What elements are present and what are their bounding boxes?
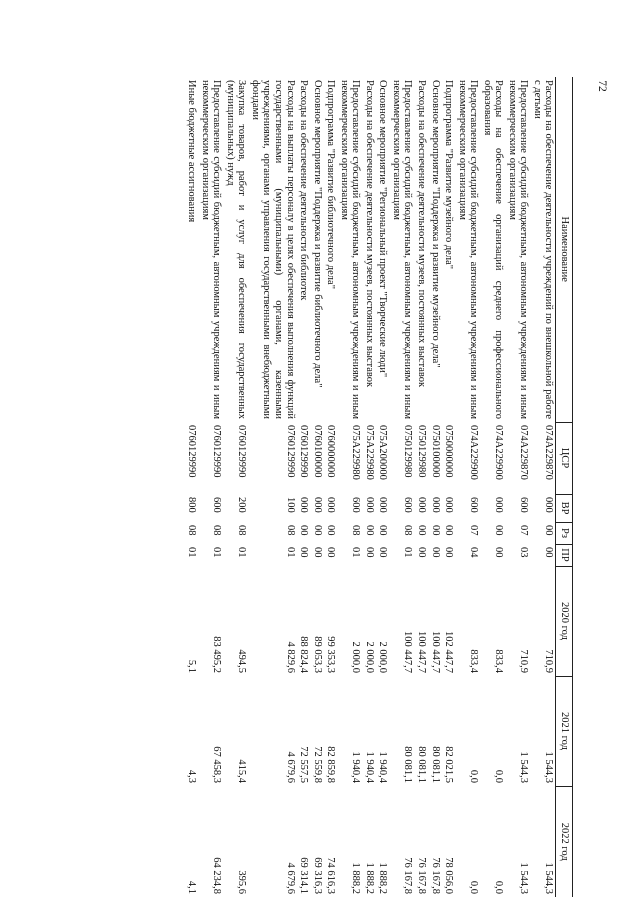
cell-2022: 1 888,2	[377, 862, 389, 894]
cell-vr: 600	[402, 497, 414, 513]
cell-2021: 72 557,5	[298, 746, 310, 783]
cell-pr: 00	[363, 547, 375, 558]
table-header-row	[556, 77, 573, 897]
cell-rz: 00	[363, 525, 375, 536]
cell-name: Предоставление субсидий бюджетным, автономным учреждениям и иным некоммерческим организациям	[199, 80, 223, 419]
table-row	[376, 77, 390, 897]
cell-2020: 102 447,7	[443, 631, 455, 673]
cell-2022: 395,6	[236, 870, 248, 894]
cell-2021: 1 940,4	[377, 751, 389, 783]
cell-rz: 00	[415, 525, 427, 536]
cell-name: Расходы на обеспечение организаций среднего профессионального образования	[481, 80, 505, 419]
cell-2021: 82 859,8	[325, 746, 337, 783]
cell-pr: 00	[543, 547, 555, 558]
cell-rz: 00	[443, 525, 455, 536]
table-row	[337, 77, 362, 897]
table-row	[530, 77, 556, 897]
cell-rz: 00	[377, 525, 389, 536]
cell-2021: 4 679,6	[284, 751, 296, 783]
cell-vr: 000	[325, 497, 337, 513]
cell-name: Основное мероприятие "Поддержка и развитие музейного дела"	[429, 80, 441, 368]
cell-2021: 1 940,4	[350, 751, 362, 783]
cell-csr: 074A229900	[493, 425, 505, 480]
cell-pr: 04	[468, 547, 480, 558]
cell-csr: 0750000000	[443, 425, 455, 478]
cell-2021: 82 021,5	[443, 746, 455, 783]
cell-pr: 01	[236, 547, 248, 558]
cell-name: Предоставление субсидий бюджетным, автономным учреждениям и иным некоммерческим организациям	[456, 80, 480, 419]
cell-name: Подпрограмма "Развитие библиотечного дела"	[325, 80, 337, 289]
cell-2022: 64 234,8	[211, 857, 223, 894]
header-2021: 2021 год	[556, 676, 573, 786]
cell-2022: 76 167,8	[415, 857, 427, 894]
cell-pr: 01	[350, 547, 362, 558]
cell-rz: 08	[402, 525, 414, 536]
table-row	[480, 77, 505, 897]
cell-name: Иные бюджетные ассигнования	[186, 80, 198, 223]
cell-csr: 074A229900	[468, 425, 480, 480]
cell-rz: 00	[311, 525, 323, 536]
cell-2020: 100 447,7	[402, 631, 414, 673]
cell-2021: 0,0	[468, 769, 480, 783]
cell-vr: 800	[186, 497, 198, 513]
cell-2021: 0,0	[493, 769, 505, 783]
cell-2020: 2 000,0	[363, 641, 375, 673]
cell-vr: 600	[468, 497, 480, 513]
cell-2021: 80 081,1	[415, 746, 427, 783]
cell-2022: 69 314,1	[298, 857, 310, 894]
cell-pr: 00	[493, 547, 505, 558]
cell-pr: 00	[311, 547, 323, 558]
cell-pr: 03	[518, 547, 530, 558]
cell-name: Предоставление субсидий бюджетным, автономным учреждениям и иным некоммерческим организациям	[338, 80, 362, 419]
cell-2020: 833,4	[468, 649, 480, 673]
table-row	[362, 77, 376, 897]
cell-rz: 08	[211, 525, 223, 536]
cell-vr: 000	[363, 497, 375, 513]
cell-name: Основное мероприятие "Поддержка и развитие библиотечного дела"	[311, 80, 323, 388]
cell-pr: 01	[284, 547, 296, 558]
cell-name: Расходы на обеспечение деятельности музеев, постоянных выставок	[363, 80, 375, 388]
cell-rz: 08	[284, 525, 296, 536]
cell-vr: 000	[415, 497, 427, 513]
cell-csr: 0750100000	[429, 425, 441, 478]
cell-2020: 99 353,3	[325, 636, 337, 673]
cell-2020: 83 495,2	[211, 636, 223, 673]
cell-pr: 01	[186, 547, 198, 558]
table-row	[198, 77, 223, 897]
cell-2021: 1 940,4	[363, 751, 375, 783]
cell-rz: 00	[493, 525, 505, 536]
cell-csr: 075A229980	[363, 425, 375, 480]
cell-vr: 000	[298, 497, 310, 513]
table-row	[310, 77, 324, 897]
page-number: 72	[596, 80, 608, 92]
cell-2021: 1 544,3	[543, 751, 555, 783]
cell-rz: 08	[236, 525, 248, 536]
cell-2020: 710,9	[543, 649, 555, 673]
table-row	[505, 77, 530, 897]
cell-csr: 075A200000	[377, 425, 389, 480]
cell-name: Предоставление субсидий бюджетным, автономным учреждениям и иным некоммерческим организациям	[506, 80, 530, 419]
cell-csr: 0760129990	[298, 425, 310, 478]
cell-2020: 4 829,6	[284, 641, 296, 673]
cell-vr: 000	[493, 497, 505, 513]
cell-csr: 074A229870	[543, 425, 555, 480]
header-name: Наименование	[556, 77, 573, 422]
cell-pr: 00	[443, 547, 455, 558]
cell-2020: 89 053,3	[311, 636, 323, 673]
cell-vr: 000	[543, 497, 555, 513]
cell-csr: 0760129990	[236, 425, 248, 478]
header-rz: Рз	[556, 522, 573, 544]
table-body	[185, 77, 556, 897]
cell-csr: 0760100000	[311, 425, 323, 478]
cell-rz: 00	[298, 525, 310, 536]
cell-name: Подпрограмма "Развитие музейного дела"	[443, 80, 455, 270]
cell-2022: 0,0	[493, 880, 505, 894]
cell-2021: 1 544,3	[518, 751, 530, 783]
rotated-table-container	[93, 77, 573, 897]
table-row	[455, 77, 480, 897]
cell-2021: 72 559,8	[311, 746, 323, 783]
cell-vr: 000	[443, 497, 455, 513]
header-pr: ПР	[556, 544, 573, 566]
cell-name: Предоставление субсидий бюджетным, автономным учреждениям и иным некоммерческим организациям	[390, 80, 414, 419]
cell-pr: 01	[211, 547, 223, 558]
cell-pr: 00	[429, 547, 441, 558]
table-row	[248, 77, 296, 897]
cell-2020: 100 447,7	[415, 631, 427, 673]
cell-vr: 000	[311, 497, 323, 513]
table-row	[389, 77, 414, 897]
cell-vr: 600	[518, 497, 530, 513]
cell-rz: 00	[325, 525, 337, 536]
cell-name: Расходы на обеспечение деятельности музеев, постоянных выставок	[415, 80, 427, 388]
cell-2022: 1 544,3	[543, 862, 555, 894]
table-row	[442, 77, 456, 897]
header-vr: ВР	[556, 494, 573, 522]
cell-vr: 600	[350, 497, 362, 513]
cell-csr: 0760129990	[284, 425, 296, 478]
cell-2022: 1 888,2	[350, 862, 362, 894]
cell-vr: 200	[236, 497, 248, 513]
cell-vr: 000	[377, 497, 389, 513]
cell-2022: 1 888,2	[363, 862, 375, 894]
cell-pr: 00	[415, 547, 427, 558]
cell-2022: 74 616,3	[325, 857, 337, 894]
budget-table	[185, 77, 573, 897]
cell-rz: 00	[429, 525, 441, 536]
cell-2021: 80 081,1	[402, 746, 414, 783]
cell-pr: 00	[377, 547, 389, 558]
table-row	[223, 77, 248, 897]
table-row	[297, 77, 311, 897]
cell-rz: 07	[468, 525, 480, 536]
cell-name: Расходы на выплаты персоналу в целях обеспечения выполнения функций государственными (муниципальными) органами, казенными учреждениями, органами управления государственными внебюджетными фондами	[249, 80, 296, 419]
cell-csr: 074A229870	[518, 425, 530, 480]
table-row	[414, 77, 428, 897]
cell-2021: 80 081,1	[429, 746, 441, 783]
cell-name: Закупка товаров, работ и услуг для обеспечения государственных (муниципальных) нужд	[224, 80, 248, 419]
cell-csr: 075A229980	[350, 425, 362, 480]
cell-2020: 494,5	[236, 649, 248, 673]
cell-name: Основное мероприятие "Региональный проект "Творческие люди"	[377, 80, 389, 378]
cell-vr: 600	[211, 497, 223, 513]
cell-rz: 07	[518, 525, 530, 536]
cell-2022: 4,1	[186, 880, 198, 894]
cell-rz: 08	[350, 525, 362, 536]
cell-name: Расходы на обеспечение деятельности учреждений по внешкольной работе с детьми	[531, 80, 555, 419]
cell-2022: 76 167,8	[429, 857, 441, 894]
cell-pr: 00	[325, 547, 337, 558]
cell-pr: 00	[298, 547, 310, 558]
cell-2022: 1 544,3	[518, 862, 530, 894]
table-row	[428, 77, 442, 897]
cell-2022: 78 056,0	[443, 857, 455, 894]
cell-2020: 88 824,4	[298, 636, 310, 673]
cell-csr: 0760129990	[211, 425, 223, 478]
cell-2022: 76 167,8	[402, 857, 414, 894]
cell-rz: 00	[543, 525, 555, 536]
cell-vr: 000	[429, 497, 441, 513]
cell-rz: 08	[186, 525, 198, 536]
cell-2020: 100 447,7	[429, 631, 441, 673]
cell-vr: 100	[284, 497, 296, 513]
cell-pr: 01	[402, 547, 414, 558]
cell-csr: 0750129980	[415, 425, 427, 478]
cell-csr: 0750129980	[402, 425, 414, 478]
header-csr: ЦСР	[556, 422, 573, 494]
header-2022: 2022 год	[556, 786, 573, 897]
cell-2021: 67 458,3	[211, 746, 223, 783]
table-row	[324, 77, 338, 897]
table-row	[185, 77, 199, 897]
cell-2021: 415,4	[236, 759, 248, 783]
cell-2020: 5,1	[186, 659, 198, 673]
cell-2021: 4,3	[186, 769, 198, 783]
cell-2022: 0,0	[468, 880, 480, 894]
cell-csr: 0760129990	[186, 425, 198, 478]
cell-csr: 0760000000	[325, 425, 337, 478]
cell-2022: 4 679,6	[284, 862, 296, 894]
header-2020: 2020 год	[556, 566, 573, 676]
cell-2022: 69 316,3	[311, 857, 323, 894]
cell-2020: 710,9	[518, 649, 530, 673]
cell-2020: 2 000,0	[350, 641, 362, 673]
cell-2020: 833,4	[493, 649, 505, 673]
cell-2020: 2 000,0	[377, 641, 389, 673]
cell-name: Расходы на обеспечение деятельности библиотек	[298, 80, 310, 301]
